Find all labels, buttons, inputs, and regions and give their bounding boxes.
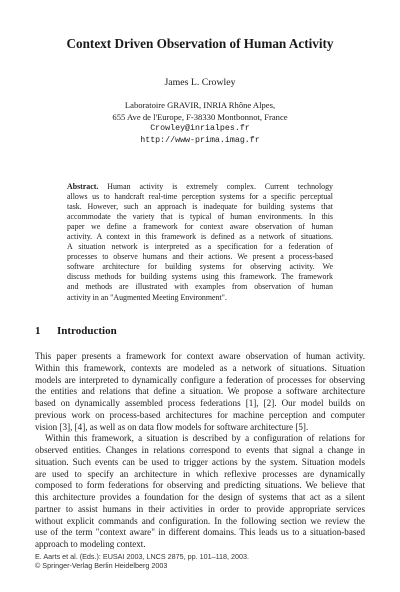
abstract-line: paper we define a framework for context aware observation of human bbox=[67, 222, 333, 232]
body-line: use of the term "context aware" in different domains. This leads us to a situation-based bbox=[35, 527, 365, 538]
footer-copyright: © Springer-Verlag Berlin Heidelberg 2003 bbox=[35, 561, 168, 571]
abstract-line: task. However, such an approach is inadequate for building systems that bbox=[67, 202, 333, 212]
abstract-line: A situation network is interpreted as a specification for a federation of bbox=[67, 242, 333, 252]
body-line: previous work on process-based architectures for machine perception and computer bbox=[35, 409, 365, 420]
footer bbox=[35, 552, 249, 571]
abstract-line: Human activity is extremely complex. Current technology bbox=[98, 182, 333, 191]
body-line: models are interpreted to dynamically configure a federation of processes for observing bbox=[35, 374, 365, 385]
section-heading bbox=[35, 325, 117, 337]
body-line: This paper presents a framework for context aware observation of human activity. bbox=[35, 351, 365, 361]
abstract-line: software architecture for building systems for observing activity. We bbox=[67, 262, 333, 272]
body-line: vision [3], [4], as well as on data flow models for software architecture [5]. bbox=[35, 421, 309, 432]
body-line: approach to modeling context. bbox=[35, 539, 146, 549]
abstract-line: allows us to handcraft real-time perception systems for a specific perceptual bbox=[67, 192, 333, 202]
paper-title: Context Driven Observation of Human Activity bbox=[66, 36, 334, 51]
abstract-line: activity. A context in this framework is defined as a network of situations. bbox=[67, 232, 333, 242]
author-name: James L. Crowley bbox=[164, 77, 236, 88]
author-email: Crowley@inrialpes.fr bbox=[150, 124, 250, 134]
body-line: situation. Such events can be used to trigger actions by the system. Situation models bbox=[35, 456, 365, 467]
footer-citation: E. Aarts et al. (Eds.): EUSAI 2003, LNCS 2875, pp. 101–118, 2003. bbox=[35, 552, 250, 561]
abstract-line: accommodate the variety that is typical of human environments. In this bbox=[67, 212, 333, 222]
body-text bbox=[35, 351, 365, 551]
affiliation-block bbox=[0, 100, 400, 146]
abstract-line: processes to observe humans and their actions. We present a process-based bbox=[67, 252, 333, 262]
abstract-label: Abstract. bbox=[67, 182, 99, 191]
body-line: this architecture provides a foundation for the design of systems that act as a silent bbox=[35, 492, 365, 502]
affiliation-address: 655 Ave de l'Europe, F-38330 Montbonnot, France bbox=[112, 111, 288, 122]
section-number: 1 bbox=[35, 325, 41, 337]
affiliation-lab: Laboratoire GRAVIR, INRIA Rhône Alpes, bbox=[124, 100, 276, 110]
abstract-line: activity in an "Augmented Meeting Environment". bbox=[67, 292, 227, 302]
body-line: Within this framework, a situation is described by a configuration of relations for bbox=[45, 433, 365, 444]
body-line: without explicit commands and configuration. In the following section we review the bbox=[35, 515, 365, 526]
abstract-line: and methods are illustrated with examples from observation of human bbox=[67, 282, 333, 292]
body-line: based on dynamically assembled process federations [1], [2]. Our model builds on bbox=[35, 398, 365, 408]
body-line: partner to assist humans in their activities in order to provide appropriate services bbox=[35, 503, 365, 514]
abstract-line: discuss methods for building systems using this framework. The framework bbox=[67, 272, 333, 282]
section-title: Introduction bbox=[57, 325, 117, 337]
body-line: the entities and relations that define a situation. We propose a software architecture bbox=[35, 386, 365, 397]
lab-url: http://www-prima.imag.fr bbox=[140, 135, 260, 145]
body-line: observed entities. Changes in relations correspond to events that signal a change in bbox=[35, 445, 365, 455]
body-line: Within this framework, contexts are modeled as a network of situations. Situation bbox=[35, 362, 365, 373]
body-line: are used to specify an architecture in which reflexive processes are dynamically bbox=[35, 468, 365, 479]
abstract bbox=[67, 182, 333, 303]
body-line: composed to form federations for observing and predicting situations. We believe that bbox=[35, 480, 365, 491]
